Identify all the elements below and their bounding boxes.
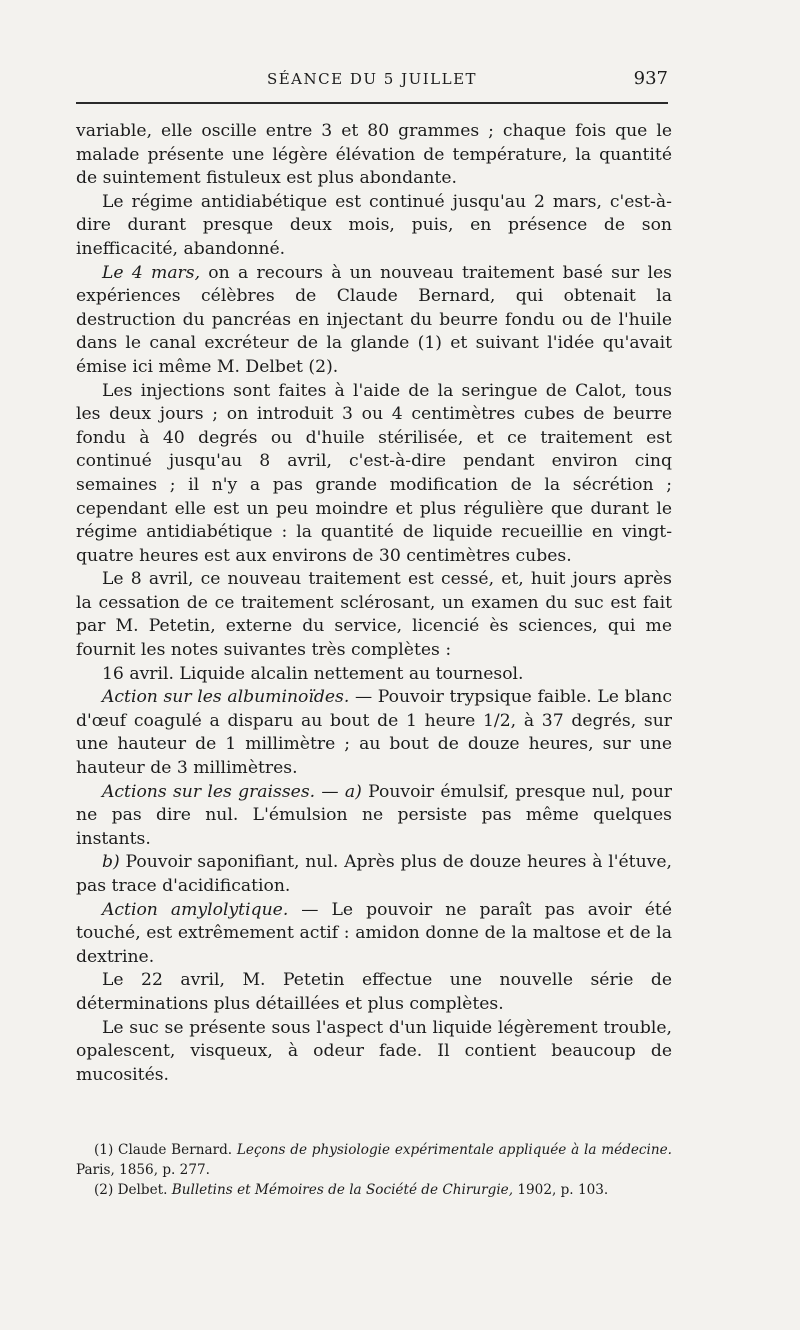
page-number: 937 <box>633 68 668 89</box>
paragraph: Le 22 avril, M. Petetin effectue une nouvelle série de déterminations plus détaillées et plus complètes. <box>76 970 672 1014</box>
paragraph: Le suc se présente sous l'aspect d'un liquide légèrement trouble, opalescent, visqueux, à odeur fade. Il contient beaucoup de mucosités. <box>76 1017 672 1085</box>
paragraph: Les injections sont faites à l'aide de la seringue de Calot, tous les deux jours ; on introduit 3 ou 4 centimètres cubes de beurre fondu à 40 degrés ou d'huile stérilisée, et ce traitement est continué jusqu'au 8 avril, c'est-à-dire pendant environ cinq semaines ; il n'y a pas grande modification de la sécrétion ; cependant elle est un peu moindre et plus régulière que durant le régime antidiabétique : la quantité de liquide recueillie en vingt-quatre heures est aux environs de 30 centimètres cubes. <box>76 380 672 566</box>
footnotes <box>76 1140 672 1200</box>
page-header <box>76 62 668 104</box>
footnote: (1) Claude Bernard. Leçons de physiologie expérimentale appliquée à la médecine. Paris, 1856, p. 277. <box>76 1142 672 1178</box>
paragraph: 16 avril. Liquide alcalin nettement au tournesol. <box>102 663 524 684</box>
body-text <box>76 120 672 1087</box>
paragraph: Actions sur les graisses. — a) Pouvoir émulsif, presque nul, pour ne pas dire nul. L'émulsion ne persiste pas même quelques instants. <box>76 781 672 849</box>
paragraph: Le 8 avril, ce nouveau traitement est cessé, et, huit jours après la cessation de ce traitement sclérosant, un examen du suc est fait par M. Petetin, externe du service, licencié ès sciences, qui me fournit les notes suivantes très complètes : <box>76 569 672 661</box>
paragraph: Action sur les albuminoïdes. — Pouvoir trypsique faible. Le blanc d'œuf coagulé a disparu au bout de 1 heure 1/2, à 37 degrés, sur une hauteur de 1 millimètre ; au bout de douze heures, sur une hauteur de 3 millimètres. <box>76 687 673 779</box>
paragraph: b) Pouvoir saponifiant, nul. Après plus de douze heures à l'étuve, pas trace d'acidification. <box>76 852 672 896</box>
paragraph: Action amylolytique. — Le pouvoir ne paraît pas avoir été touché, est extrêmement actif : amidon donne de la maltose et de la dextrine. <box>76 899 672 967</box>
paragraph: Le 4 mars, on a recours à un nouveau traitement basé sur les expériences célèbres de Claude Bernard, qui obtenait la destruction du pancréas en injectant du beurre fondu ou de l'huile dans le canal excréteur de la glande (1) et suivant l'idée qu'avait émise ici même M. Delbet (2). <box>76 262 672 377</box>
paragraph: variable, elle oscille entre 3 et 80 grammes ; chaque fois que le malade présente une légère élévation de température, la quantité de suintement fistuleux est plus abondante. <box>76 121 672 189</box>
footnote: (2) Delbet. Bulletins et Mémoires de la Société de Chirurgie, 1902, p. 103. <box>94 1182 609 1198</box>
paragraph: Le régime antidiabétique est continué jusqu'au 2 mars, c'est-à-dire durant presque deux mois, puis, en présence de son inefficacité, abandonné. <box>76 191 672 259</box>
running-head: SÉANCE DU 5 JUILLET <box>266 70 478 88</box>
